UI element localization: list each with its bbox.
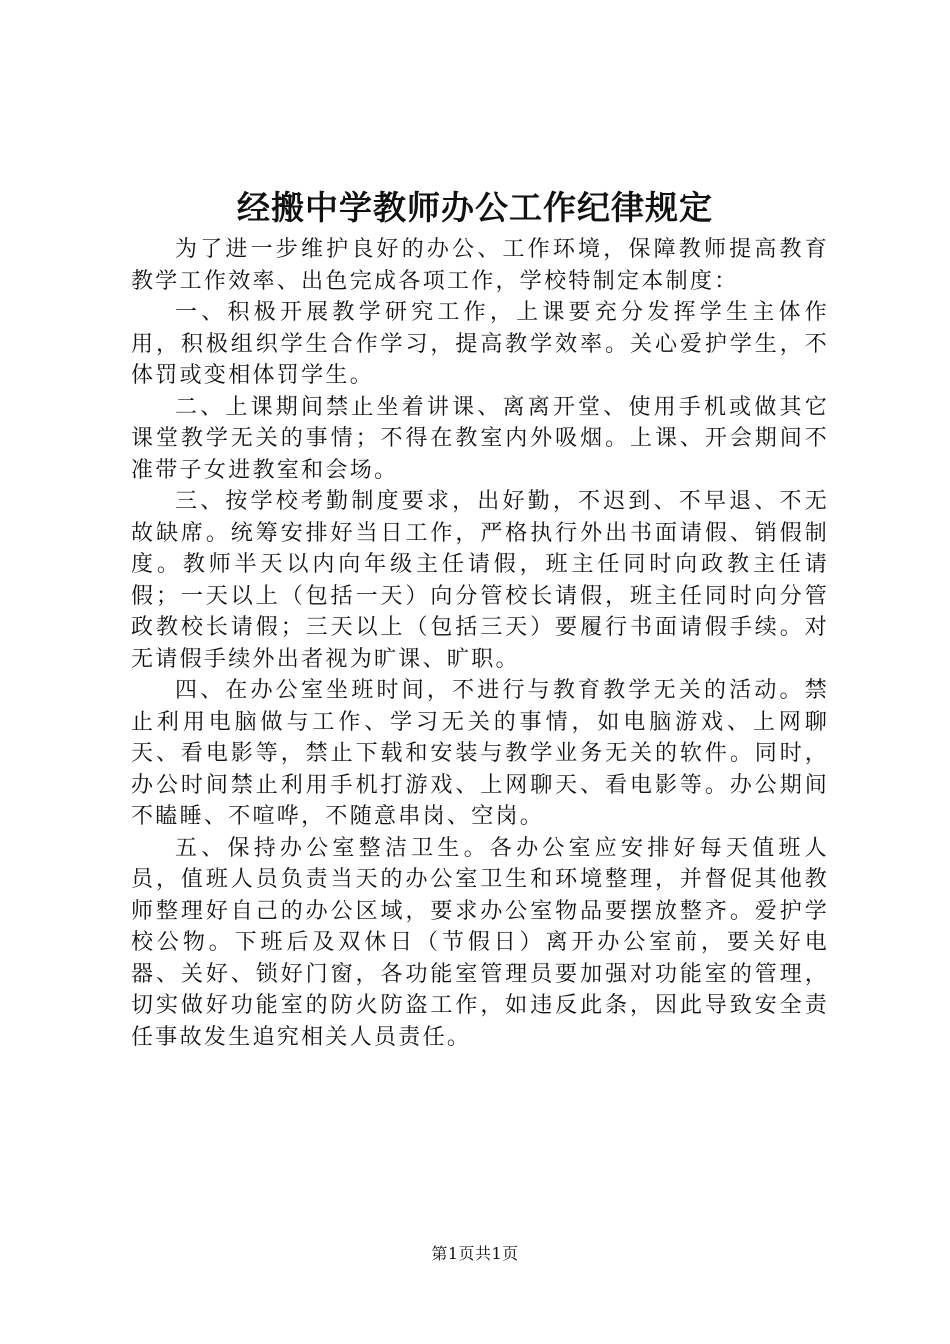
paragraph-rule-1: 一、积极开展教学研究工作，上课要充分发挥学生主体作用，积极组织学生合作学习，提高教学效率。关心爱护学生，不体罚或变相体罚学生。 [131,300,829,388]
document-title: 经搬中学教师办公工作纪律规定 [237,188,713,227]
page-footer [0,1243,950,1265]
paragraph-rule-2: 二、上课期间禁止坐着讲课、离离开堂、使用手机或做其它课堂教学无关的事情；不得在教室内外吸烟。上课、开会期间不准带子女进教室和会场。 [131,394,829,483]
page-total: 共1页 [475,1244,519,1263]
paragraph-rule-5: 五、保持办公室整洁卫生。各办公室应安排好每天值班人员，值班人员负责当天的办公室卫生和环境整理，并督促其他教师整理好自己的办公区域，要求办公室物品要摆放整齐。爱护学校公物。下班后及双休日（节假日）离开办公室前，要关好电器、关好、锁好门窗，各功能室管理员要加强对功能室的管理，切实做好功能室的防火防盗工作，如违反此条，因此导致安全责任事故发生追究相关人员责任。 [131,835,829,1050]
page-number: 第1页 [431,1244,475,1263]
paragraph-rule-4: 四、在办公室坐班时间，不进行与教育教学无关的活动。禁止利用电脑做与工作、学习无关的事情，如电脑游戏、上网聊天、看电影等，禁止下载和安装与教学业务无关的软件。同时，办公时间禁止利用手机打游戏、上网聊天、看电影等。办公期间不瞌睡、不喧哗，不随意串岗、空岗。 [131,678,829,829]
paragraph-intro: 为了进一步维护良好的办公、工作环境，保障教师提高教育教学工作效率、出色完成各项工作，学校特制定本制度： [131,237,829,294]
document-body [131,234,829,1053]
paragraph-rule-3: 三、按学校考勤制度要求，出好勤，不迟到、不早退、不无故缺席。统筹安排好当日工作，严格执行外出书面请假、销假制度。教师半天以内向年级主任请假，班主任同时向政教主任请假；一天以上（包括一天）向分管校长请假，班主任同时向分管政教校长请假；三天以上（包括三天）要履行书面请假手续。对无请假手续外出者视为旷课、旷职。 [131,489,829,672]
